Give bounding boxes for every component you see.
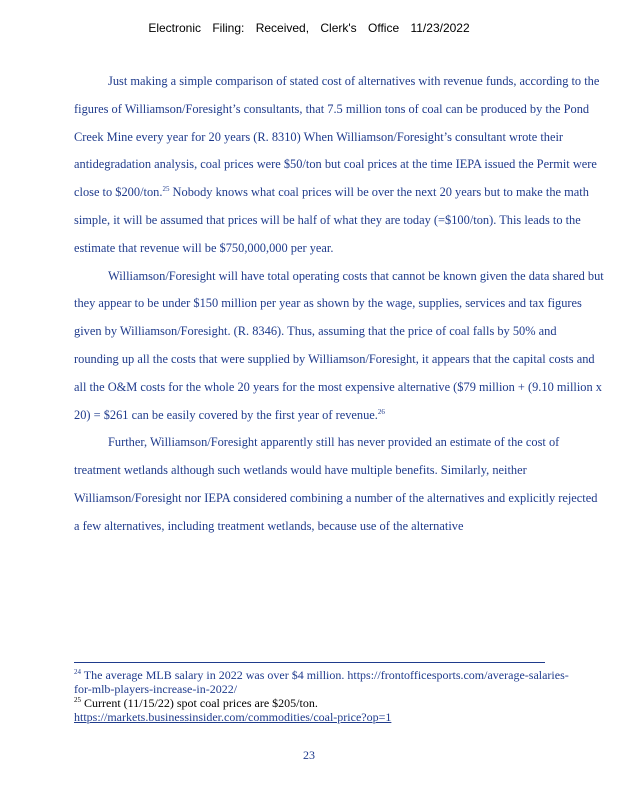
coal-price-link[interactable]: https://markets.businessinsider.com/commodities/coal-price?op=1 xyxy=(74,710,392,724)
footnote-number: 25 xyxy=(74,696,81,704)
footnote-25 xyxy=(74,696,574,724)
paragraph-revenue-text-b: Nobody knows what coal prices will be over the next 20 years but to make the math simple, it will be assumed that prices will be half of what they are today (=$100/ton). This leads to the estimate that revenue will be $750,000,000 per year. xyxy=(74,185,589,255)
footnote-ref-25[interactable]: 25 xyxy=(162,185,170,194)
footnote-ref-26[interactable]: 26 xyxy=(377,407,385,416)
footnote-text: The average MLB salary in 2022 was over $4 million. https://frontofficesports.com/average-salaries-for-mlb-players-increase-in-2022/ xyxy=(74,668,569,696)
footnote-text: Current (11/15/22) spot coal prices are $205/ton. xyxy=(81,696,318,710)
paragraph-revenue-text-a: Just making a simple comparison of stated cost of alternatives with revenue funds, according to the figures of Williamson/Foresight’s consultants, that 7.5 million tons of coal can be produced by the Pond Creek Mine every year for 20 years (R. 8310) When Williamson/Foresight’s consultant wrote their antidegradation analysis, coal prices were $50/ton but coal prices at the time IEPA issued the Permit were close to $200/ton. xyxy=(74,74,600,200)
paragraph-revenue xyxy=(74,68,604,263)
filing-header: Electronic Filing: Received, Clerk's Office 11/23/2022 xyxy=(148,21,470,35)
paragraph-operating-costs-text: Williamson/Foresight will have total operating costs that cannot be known given the data shared but they appear to be under $150 million per year as shown by the wage, supplies, services and tax figures given by Williamson/Foresight. (R. 8346). Thus, assuming that the price of coal falls by 50% and rounding up all the costs that were supplied by Williamson/Foresight, it appears that the capital costs and all the O&M costs for the whole 20 years for the most expensive alternative ($79 million + (9.10 million x 20) = $261 can be easily covered by the first year of revenue. xyxy=(74,268,604,422)
footnotes xyxy=(74,668,574,724)
body-text xyxy=(74,68,604,541)
page-number: 23 xyxy=(303,748,315,762)
footnote-divider xyxy=(74,662,545,663)
footnote-24 xyxy=(74,668,574,696)
footnote-number: 24 xyxy=(74,668,81,676)
paragraph-operating-costs xyxy=(74,263,604,430)
paragraph-treatment-wetlands: Further, Williamson/Foresight apparently still has never provided an estimate of the cost of treatment wetlands although such wetlands would have multiple benefits. Similarly, neither Williamson/Foresight nor IEPA considered combining a number of the alternatives and explicitly rejected a few alternatives, including treatment wetlands, because use of the alternative xyxy=(74,435,598,533)
